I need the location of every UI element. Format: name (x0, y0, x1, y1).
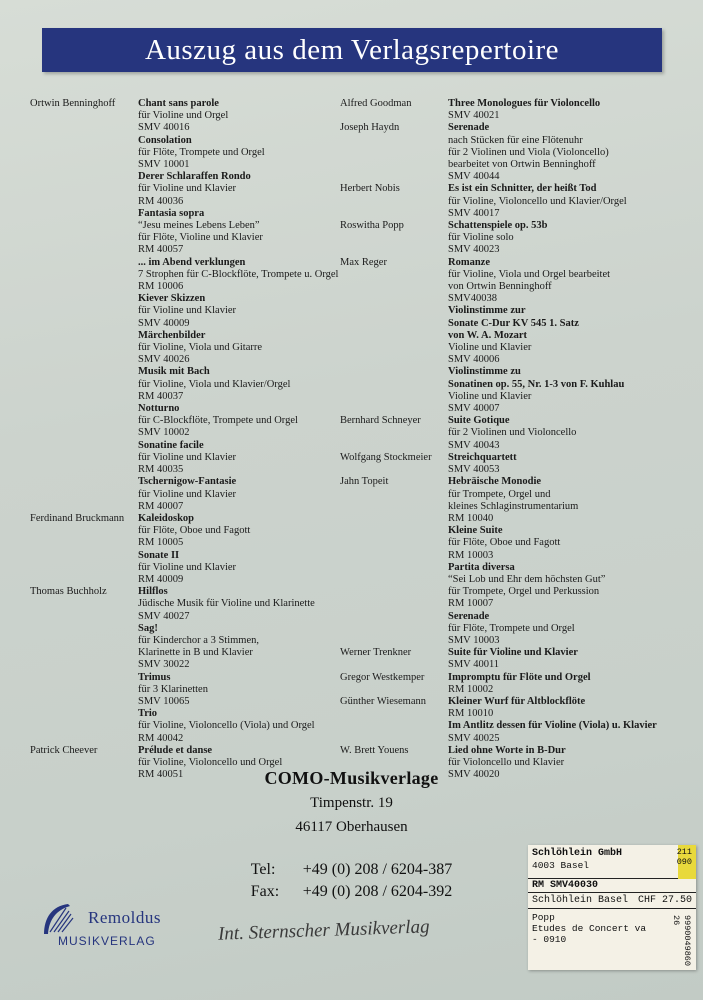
work-title: Hilflos (138, 586, 168, 598)
work-item (138, 623, 350, 672)
imprint-line: Int. Sternscher Musikverlag (217, 916, 430, 945)
composer-name: Ortwin Benninghoff (30, 98, 116, 109)
sticker-code-line1: 211 (676, 847, 692, 857)
work-detail: bearbeitet von Ortwin Benninghoff (448, 159, 596, 171)
sticker-body (528, 909, 696, 967)
work-item (138, 330, 350, 367)
work-detail: Violine und Klavier (448, 342, 532, 354)
work-title: Fantasia sopra (138, 207, 205, 219)
work-title: Romanze (448, 256, 490, 268)
work-detail: für Violine, Violoncello und Klavier/Orgel (448, 195, 627, 207)
work-title: Impromptu für Flöte und Orgel (448, 671, 591, 683)
logo-name: Remoldus (88, 908, 161, 927)
work-item (138, 257, 350, 294)
work-item (138, 476, 350, 513)
work-item (448, 220, 680, 257)
work-detail: für Violine solo (448, 232, 514, 244)
work-item (448, 257, 680, 306)
work-list (448, 476, 680, 647)
work-title: Hebräische Monodie (448, 476, 542, 488)
work-detail: RM 10006 (138, 281, 184, 293)
work-detail: für Kinderchor a 3 Stimmen, (138, 634, 260, 646)
work-detail: für Flöte, Violine und Klavier (138, 232, 263, 244)
work-title: Kleine Suite (448, 525, 503, 537)
work-detail: für Violine, Violoncello und Orgel (138, 756, 283, 768)
work-title: Lied ohne Worte in B-Dur (448, 744, 566, 756)
work-title: Three Monologues für Violoncello (448, 98, 601, 109)
work-detail: RM 10007 (448, 598, 494, 610)
work-detail: für Violoncello und Klavier (448, 756, 565, 768)
work-detail: kleines Schlaginstrumentarium (448, 500, 579, 512)
work-detail: RM 10040 (448, 512, 494, 524)
composer-name: Thomas Buchholz (30, 586, 107, 598)
work-detail: SMV 10002 (138, 427, 190, 439)
work-list (448, 122, 680, 183)
publisher-city: 46117 Oberhausen (295, 819, 408, 835)
work-detail: SMV 30022 (138, 659, 190, 671)
catalog-entry (30, 98, 350, 513)
fax-value: +49 (0) 208 / 6204-392 (302, 883, 453, 900)
page-title: Auszug aus dem Verlagsrepertoire (144, 33, 560, 66)
composer-name: Wolfgang Stockmeier (340, 451, 432, 463)
work-title: Suite für Violine und Klavier (448, 647, 578, 659)
work-title: Schattenspiele op. 53b (448, 220, 548, 232)
composer-name: Max Reger (340, 256, 387, 268)
catalog-column-left (30, 98, 350, 781)
work-detail: für 2 Violinen und Violoncello (448, 427, 577, 439)
work-item (448, 379, 680, 416)
catalog-entry (30, 586, 350, 745)
work-detail: für Flöte, Trompete und Orgel (138, 146, 265, 158)
work-item (138, 208, 350, 257)
catalog-entry (340, 415, 680, 452)
work-list (138, 513, 350, 586)
work-title: Sonate C-Dur KV 545 1. Satz (448, 317, 579, 329)
work-detail: für Violine, Viola und Klavier/Orgel (138, 378, 291, 390)
work-item (138, 171, 350, 208)
work-item (138, 708, 350, 745)
work-title: Kleiner Wurf für Altblockflöte (448, 695, 586, 707)
work-detail: SMV 40043 (448, 439, 500, 451)
sticker-header (528, 845, 696, 879)
work-detail: RM 40051 (138, 769, 184, 781)
work-detail: “Sei Lob und Ehr dem höchsten Gut” (448, 573, 606, 585)
work-detail: nach Stücken für eine Flötenuhr (448, 134, 583, 146)
fax-label: Fax: (250, 883, 280, 900)
work-title: Sag! (138, 622, 158, 634)
work-detail: für Violine und Klavier (138, 305, 237, 317)
work-detail: SMV 40044 (448, 171, 500, 183)
work-title: von W. A. Mozart (448, 329, 528, 341)
sticker-barcode-number: 9990049860 26 (671, 915, 692, 967)
work-item (448, 366, 680, 378)
work-title: Partita diversa (448, 561, 515, 573)
work-title: Violinstimme zur (448, 305, 526, 317)
work-list (138, 98, 350, 513)
work-item (448, 98, 680, 122)
work-item (448, 452, 680, 476)
work-detail: für Violine und Klavier (138, 561, 237, 573)
work-list (448, 696, 680, 745)
work-detail: SMV 40026 (138, 354, 190, 366)
work-title: Derer Schlaraffen Rondo (138, 171, 251, 183)
work-detail: für Flöte, Oboe und Fagott (448, 537, 561, 549)
work-title: Chant sans parole (138, 98, 219, 109)
work-title: Im Antlitz dessen für Violine (Viola) u. Klavier (448, 720, 657, 732)
work-detail: SMV 40023 (448, 244, 500, 256)
composer-name: Patrick Cheever (30, 744, 98, 756)
work-title: Tschernigow-Fantasie (138, 476, 237, 488)
work-item (138, 672, 350, 709)
work-detail: für Trompete, Orgel und Perkussion (448, 586, 600, 598)
work-item (448, 318, 680, 330)
catalog-entry (340, 183, 680, 220)
work-list (448, 672, 680, 696)
work-detail: RM 40057 (138, 244, 184, 256)
work-item (448, 611, 680, 648)
work-title: Violinstimme zu (448, 366, 521, 378)
work-detail: SMV 40011 (448, 659, 500, 671)
sticker-rm-number: RM SMV40030 (528, 879, 696, 893)
work-item (448, 696, 680, 720)
work-detail: 7 Strophen für C-Blockflöte, Trompete u. Orgel (138, 268, 339, 280)
work-detail: für Violine und Klavier (138, 451, 237, 463)
work-detail: Violine und Klavier (448, 390, 532, 402)
composer-name: Werner Trenkner (340, 647, 412, 659)
catalog-entry (30, 513, 350, 586)
work-item (448, 183, 680, 220)
catalog-entry (340, 220, 680, 257)
work-detail: Klarinette in B und Klavier (138, 647, 253, 659)
tel-value: +49 (0) 208 / 6204-387 (302, 861, 453, 878)
work-detail: für Flöte, Trompete und Orgel (448, 622, 575, 634)
work-list (448, 257, 680, 416)
sticker-price-row (528, 893, 696, 909)
work-list (448, 452, 680, 476)
work-detail: RM 10010 (448, 708, 494, 720)
work-title: Kiever Skizzen (138, 293, 206, 305)
work-item (448, 305, 680, 317)
work-detail: RM 40035 (138, 464, 184, 476)
composer-name: Bernhard Schneyer (340, 415, 421, 427)
work-detail: SMV 40025 (448, 732, 500, 744)
work-item (448, 720, 680, 744)
work-item (448, 672, 680, 696)
work-detail: Jüdische Musik für Violine und Klarinette (138, 598, 315, 610)
sticker-price-value: CHF 27.50 (637, 895, 692, 906)
work-list (448, 647, 680, 671)
sticker-shop-name: Schlöhlein GmbH (532, 848, 623, 859)
work-detail: SMV 40009 (138, 317, 190, 329)
sticker-code (677, 847, 692, 867)
composer-name: Herbert Nobis (340, 183, 400, 195)
work-item (448, 562, 680, 611)
work-list (448, 220, 680, 257)
work-item (448, 330, 680, 367)
composer-name: Günther Wiesemann (340, 695, 426, 707)
work-item (448, 525, 680, 562)
publisher-logo (36, 900, 166, 962)
work-detail: SMV 40006 (448, 354, 500, 366)
work-detail: SMV40038 (448, 293, 498, 305)
sticker-extra: - 0910 (532, 934, 567, 945)
catalog-entry (340, 647, 680, 671)
work-item (138, 366, 350, 403)
work-item (138, 440, 350, 477)
work-detail: SMV 10003 (448, 634, 500, 646)
work-list (448, 183, 680, 220)
work-title: Musik mit Bach (138, 366, 210, 378)
work-item (448, 647, 680, 671)
work-detail: für 2 Violinen und Viola (Violoncello) (448, 146, 609, 158)
work-title: Streichquartett (448, 451, 517, 463)
work-item (138, 98, 350, 135)
work-detail: RM 40036 (138, 195, 184, 207)
work-item (138, 403, 350, 440)
composer-name: Roswitha Popp (340, 220, 404, 232)
work-title: Notturno (138, 403, 180, 415)
work-list (448, 415, 680, 452)
work-item (448, 476, 680, 525)
publisher-name: COMO-Musikverlage (264, 768, 439, 788)
work-detail: für Violine, Violoncello (Viola) und Orgel (138, 720, 315, 732)
publisher-street: Timpenstr. 19 (310, 795, 393, 811)
work-title: Prélude et danse (138, 744, 213, 756)
work-item (448, 122, 680, 183)
work-item (138, 135, 350, 172)
work-title: Trio (138, 708, 158, 720)
work-detail: SMV 40016 (138, 122, 190, 134)
work-detail: SMV 10001 (138, 159, 190, 171)
work-list (138, 586, 350, 745)
composer-name: Joseph Haydn (340, 122, 400, 134)
work-detail: von Ortwin Benninghoff (448, 281, 552, 293)
work-title: Märchenbilder (138, 329, 206, 341)
work-detail: für C-Blockflöte, Trompete und Orgel (138, 415, 298, 427)
work-title: Sonatine facile (138, 439, 204, 451)
work-title: Es ist ein Schnitter, der heißt Tod (448, 183, 597, 195)
work-detail: “Jesu meines Lebens Leben” (138, 220, 260, 232)
work-detail: SMV 40021 (448, 110, 500, 122)
work-item (138, 586, 350, 623)
work-detail: RM 40007 (138, 500, 184, 512)
harp-logo-icon (38, 902, 82, 936)
work-detail: für Trompete, Orgel und (448, 488, 551, 500)
work-item (138, 550, 350, 587)
work-title: Sonatinen op. 55, Nr. 1-3 von F. Kuhlau (448, 378, 625, 390)
work-detail: für 3 Klarinetten (138, 683, 208, 695)
sticker-price-shop: Schlöhlein Basel (532, 895, 629, 906)
work-title: Serenade (448, 610, 490, 622)
work-detail: für Flöte, Oboe und Fagott (138, 525, 251, 537)
composer-name: Gregor Westkemper (340, 671, 425, 683)
work-detail: SMV 40020 (448, 769, 500, 781)
work-title: Serenade (448, 122, 490, 134)
work-item (138, 513, 350, 550)
work-title: Sonate II (138, 549, 180, 561)
work-detail: SMV 40007 (448, 403, 500, 415)
composer-name: Alfred Goodman (340, 98, 412, 109)
sticker-composer: Popp (532, 912, 555, 923)
work-title: Consolation (138, 134, 192, 146)
work-title: Trimus (138, 671, 171, 683)
work-item (138, 293, 350, 330)
work-title: Kaleidoskop (138, 512, 195, 524)
catalog-entry (340, 696, 680, 745)
work-detail: SMV 40053 (448, 464, 500, 476)
sticker-shop-city: 4003 Basel (532, 860, 590, 871)
work-detail: für Violine, Viola und Orgel bearbeitet (448, 268, 611, 280)
catalog-entry (340, 122, 680, 183)
catalog-column-right (340, 98, 680, 781)
catalog-entry (340, 98, 680, 122)
work-detail: SMV 40017 (448, 207, 500, 219)
work-detail: SMV 10065 (138, 695, 190, 707)
work-detail: SMV 40027 (138, 610, 190, 622)
work-list (448, 98, 680, 122)
work-detail: RM 40009 (138, 573, 184, 585)
tel-label: Tel: (250, 861, 276, 878)
work-item (448, 415, 680, 452)
composer-name: Jahn Topeit (340, 476, 389, 488)
work-detail: RM 40042 (138, 732, 184, 744)
catalog-entry (340, 257, 680, 416)
composer-name: W. Brett Youens (340, 744, 409, 756)
price-sticker (528, 845, 696, 970)
composer-name: Ferdinand Bruckmann (30, 512, 125, 524)
sticker-code-line2: 090 (676, 857, 692, 867)
work-detail: für Violine, Viola und Gitarre (138, 342, 263, 354)
work-detail: RM 10005 (138, 537, 184, 549)
logo-subtitle: MUSIKVERLAG (58, 934, 156, 948)
catalog-entry (340, 452, 680, 476)
work-title: ... im Abend verklungen (138, 256, 246, 268)
catalog-entry (340, 672, 680, 696)
sticker-title: Etudes de Concert va (532, 923, 647, 934)
work-detail: für Violine und Klavier (138, 488, 237, 500)
work-detail: RM 10002 (448, 683, 494, 695)
work-detail: RM 40037 (138, 390, 184, 402)
page-banner (42, 28, 662, 72)
work-detail: für Violine und Klavier (138, 183, 237, 195)
catalog-entry (340, 476, 680, 647)
work-title: Suite Gotique (448, 415, 510, 427)
work-detail: für Violine und Orgel (138, 110, 229, 122)
work-detail: RM 10003 (448, 549, 494, 561)
